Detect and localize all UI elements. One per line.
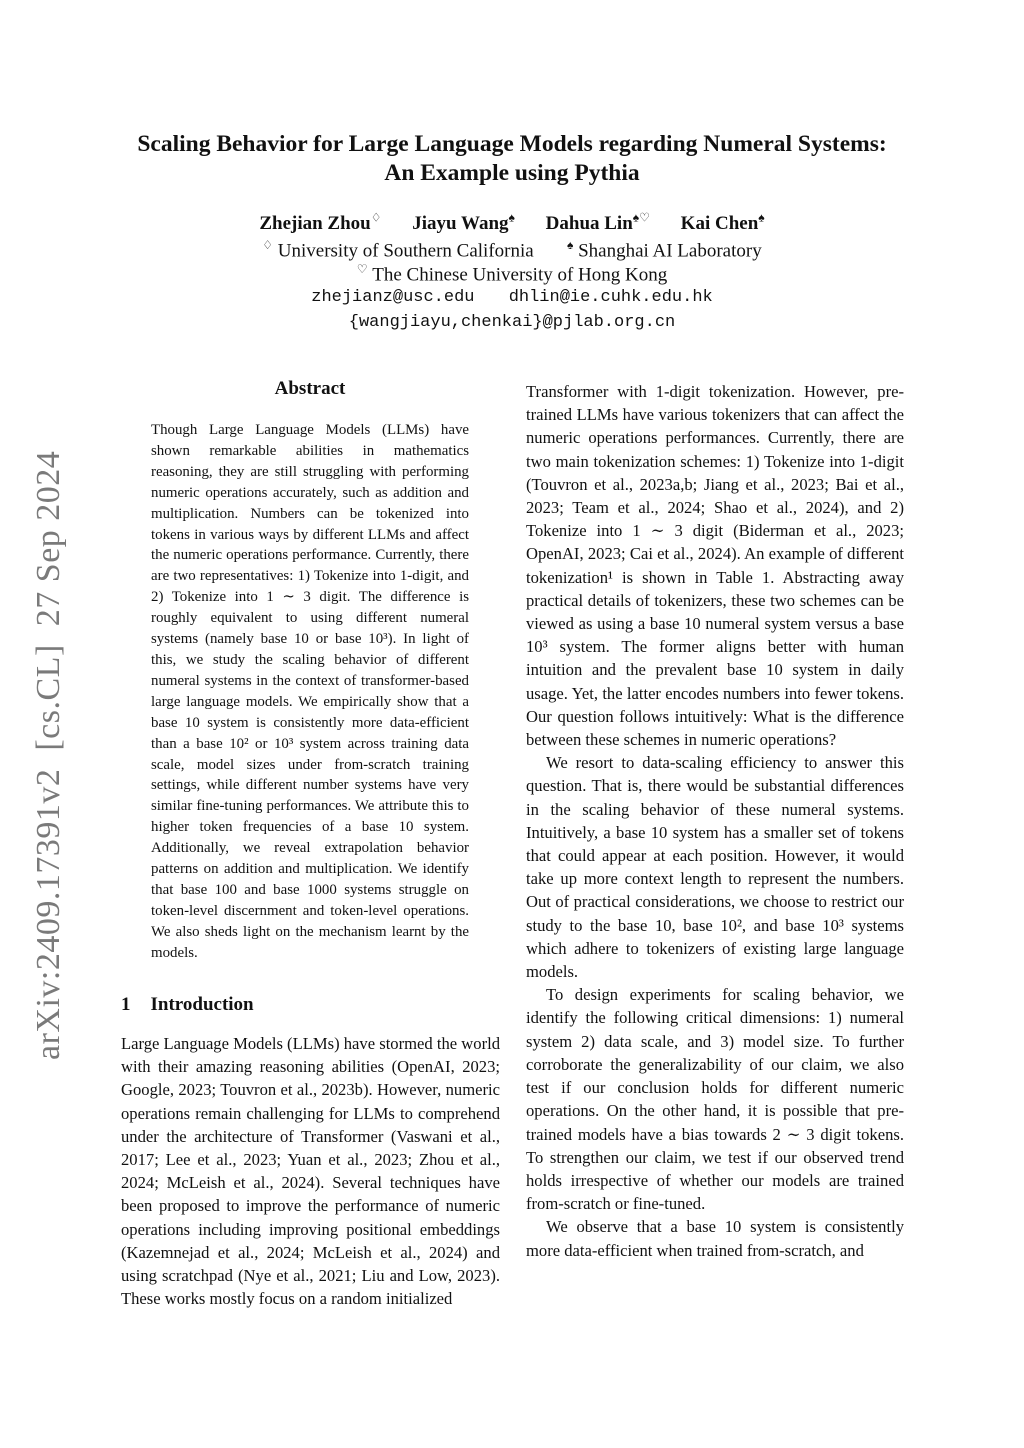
introduction-left-column: Large Language Models (LLMs) have stormed the world with their amazing reasoning abilities (OpenAI, 2023; Google, 2023; Touvron et al., 2023b). However, numeric operations remain challenging for LLMs to comprehend under the architecture of Transformer (Vaswani et al., 2017; Lee et al., 2023; Yuan et al., 2023; Zhou et al., 2024; McLeish et al., 2024). Several techniques have been proposed to improve the performance of numeric operations including improving positional embeddings (Kazemnejad et al., 2024; McLeish et al., 2024) and using scratchpad (Nye et al., 2021; Liu and Low, 2023). These works mostly focus on a random initialized: [121, 1034, 500, 1309]
email-lin[interactable]: dhlin@ie.cuhk.edu.hk: [508, 288, 713, 307]
section-number: 1: [121, 994, 131, 1015]
affiliation-cuhk: The Chinese University of Hong Kong: [372, 264, 668, 286]
affiliation-line-2: ♡ The Chinese University of Hong Kong: [356, 262, 668, 286]
paper-title: [100, 130, 924, 188]
abstract-text: Though Large Language Models (LLMs) have shown remarkable abilities in mathematics reasoning, they are still struggling with performing numeric operations accurately, such as addition and multiplication. Numbers can be tokenized into tokens in various ways by different LLMs and affect the numeric operations performance. Currently, there are two representatives: 1) Tokenize into 1-digit, and 2) Tokenize into 1 ∼ 3 digit. The difference is roughly equivalent to using different numeral systems (namely base 10 or base 10³). In light of this, we study the scaling behavior of different numeral systems in the context of transformer-based large language models. We empirically show that a base 10 system is consistently more data-efficient than a base 10² or 10³ system across training data scale, model sizes under from-scratch training settings, while different number systems have very similar fine-tuning performances. We attribute this to higher token frequencies of a base 10 system. Additionally, we reveal extrapolation behavior patterns on addition and multiplication. We identify that base 100 and base 1000 systems struggle on token-level discernment and token-level operations. We also sheds light on the mechanism learnt by the models.: [151, 422, 469, 961]
title-line-1: Scaling Behavior for Large Language Models regarding Numeral Systems:: [137, 131, 887, 157]
section-heading-introduction: [121, 994, 254, 1016]
title-line-2: An Example using Pythia: [384, 160, 640, 186]
arxiv-identifier-stamp: [30, 440, 70, 1060]
email-pjlab[interactable]: {wangjiayu,chenkai}@pjlab.org.cn: [348, 313, 676, 332]
arxiv-category: [cs.CL]: [30, 644, 67, 751]
affiliation-shanghai-ai-lab: Shanghai AI Laboratory: [578, 240, 762, 262]
author-wang: Jiayu Wang♠: [412, 211, 515, 235]
author-chen: Kai Chen♠: [680, 211, 765, 235]
intro-paragraph-1: Transformer with 1-digit tokenization. However, pre-trained LLMs have various tokenizers that can affect the numeric operations performances. Currently, there are two main tokenization schemes: 1) Tokenize into 1-digit (Touvron et al., 2023a,b; Jiang et al., 2023; Bai et al., 2023; Team et al., 2024; Shao et al., 2024), and 2) Tokenize into 1 ∼ 3 digit (Biderman et al., 2023; OpenAI, 2023; Cai et al., 2024). An example of different tokenization¹ is shown in Table 1. Abstracting away practical details of tokenizers, these two schemes can be viewed as using a base 10 numeral system versus a base 10³ system. The former aligns better with human intuition and the prevalent base 10 system in daily usage. Yet, the latter encodes numbers into fewer tokens. Our question follows intuitively: What is the difference between these schemes in numeric operations?: [526, 382, 904, 750]
intro-paragraph-3: To design experiments for scaling behavior, we identify the following critical dimensions: 1) numeral system 2) data scale, and 3) model size. To further corroborate the generalizability of our claim, we also test if our conclusion holds for different numeric operations. On the other hand, it is possible that pre-trained models have a bias towards 2 ∼ 3 digit tokens. To strengthen our claim, we test if our observed trend holds irrespective of whether our models are trained from-scratch or fine-tuned.: [526, 985, 904, 1214]
email-line-1: [100, 288, 924, 307]
email-line-2: [100, 313, 924, 332]
intro-paragraph-2: We resort to data-scaling efficiency to answer this question. That is, there would be substantial differences in the scaling behavior of these numeral systems. Intuitively, a base 10 system has a smaller set of tokens that could appear at each position. However, it would take up more context length to represent the numbers. Out of practical considerations, we choose to restrict our study to the base 10, base 10², and base 10³ systems which adhere to tokenizers of existing large language models.: [526, 753, 904, 982]
author-list: [100, 211, 924, 235]
abstract-heading: Abstract: [274, 378, 346, 399]
introduction-right-column: [526, 380, 904, 1262]
author-lin: Dahua Lin♠♡: [545, 211, 650, 235]
affiliation-line-1: ♢ University of Southern California ♠ Shanghai AI Laboratory: [262, 238, 762, 262]
intro-paragraph-4: We observe that a base 10 system is consistently more data-efficient when trained from-scratch, and: [526, 1217, 904, 1260]
affiliation-usc: University of Southern California: [277, 240, 534, 262]
section-title: Introduction: [150, 994, 254, 1015]
arxiv-id: arXiv:2409.17391v2: [30, 768, 67, 1060]
email-zhou[interactable]: zhejianz@usc.edu: [311, 288, 475, 307]
author-zhou: Zhejian Zhou♢: [259, 211, 382, 235]
arxiv-date: 27 Sep 2024: [30, 450, 67, 627]
